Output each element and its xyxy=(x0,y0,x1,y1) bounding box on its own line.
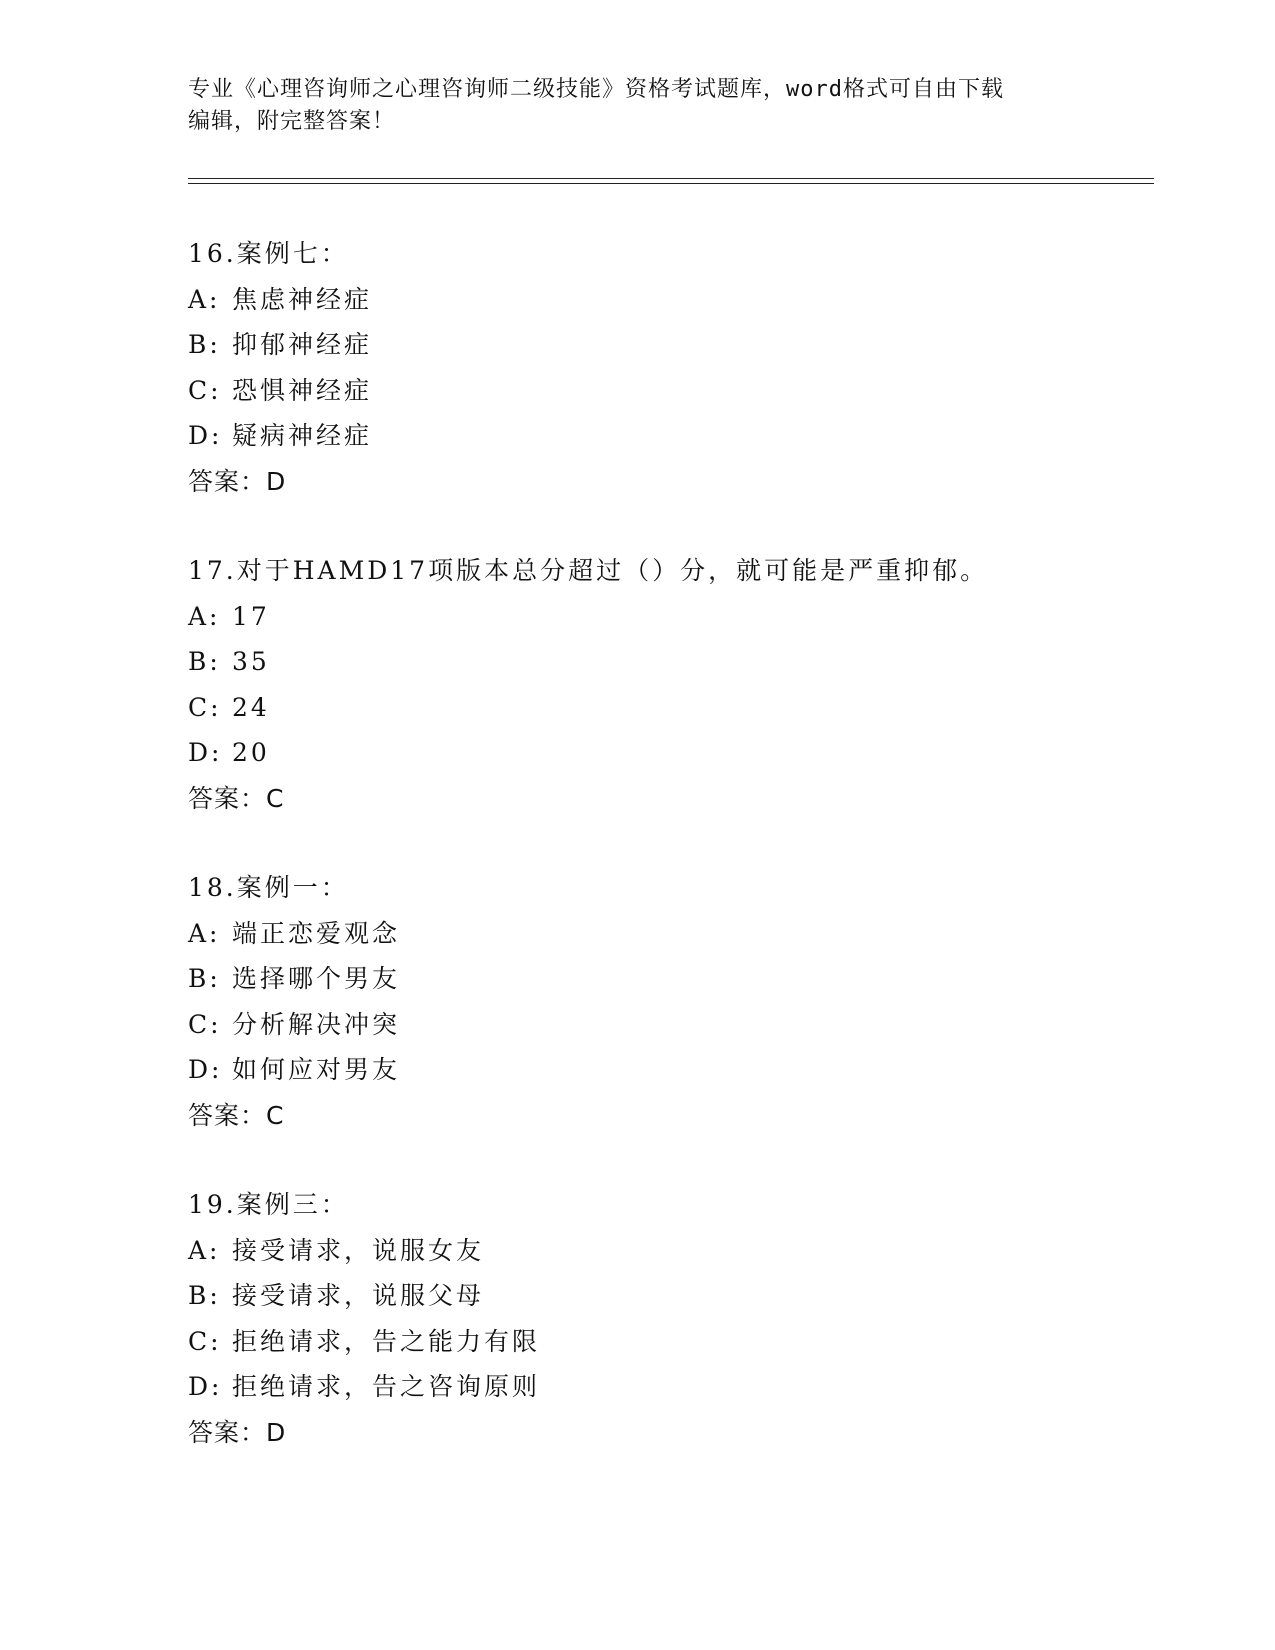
header-rule-top xyxy=(188,178,1154,179)
option-letter: C: xyxy=(188,1009,222,1039)
option-text: 拒绝请求，告之能力有限 xyxy=(232,1326,541,1356)
option-a xyxy=(188,911,1148,957)
option-d xyxy=(188,1047,1148,1093)
option-a xyxy=(188,594,1148,640)
answer-label: 答案：D xyxy=(188,1417,287,1447)
option-text: 恐惧神经症 xyxy=(232,375,373,405)
option-letter: D: xyxy=(188,421,223,450)
option-b xyxy=(188,1273,1148,1319)
option-letter: D: xyxy=(188,1372,223,1401)
header-rule-bottom xyxy=(188,183,1154,184)
option-text: 拒绝请求，告之咨询原则 xyxy=(232,1372,541,1401)
option-letter: D: xyxy=(188,1055,223,1084)
option-letter: A: xyxy=(188,284,221,314)
option-c xyxy=(188,1319,1148,1365)
option-c xyxy=(188,368,1148,414)
option-text: 抑郁神经症 xyxy=(232,330,373,359)
answer-label: 答案：C xyxy=(188,783,285,813)
option-text: 20 xyxy=(232,738,270,767)
option-b xyxy=(188,639,1148,685)
option-letter: C: xyxy=(188,375,222,405)
option-a xyxy=(188,277,1148,323)
option-letter: B: xyxy=(188,647,221,676)
option-b xyxy=(188,956,1148,1002)
header-line-1: 专业《心理咨询师之心理咨询师二级技能》资格考试题库，word格式可自由下载 xyxy=(188,77,1004,102)
question-stem: 16.案例七： xyxy=(188,239,349,268)
option-text: 17 xyxy=(232,601,270,631)
option-text: 选择哪个男友 xyxy=(232,964,401,993)
option-letter: A: xyxy=(188,601,221,631)
option-text: 端正恋爱观念 xyxy=(232,918,401,948)
option-d xyxy=(188,413,1148,459)
question-16 xyxy=(188,231,1148,504)
question-stem: 17.对于HAMD17项版本总分超过（）分，就可能是严重抑郁。 xyxy=(188,556,989,585)
option-text: 接受请求，说服父母 xyxy=(232,1281,485,1310)
option-b xyxy=(188,322,1148,368)
question-stem: 18.案例一： xyxy=(188,873,349,902)
option-text: 24 xyxy=(232,692,270,722)
option-letter: B: xyxy=(188,964,221,993)
option-text: 分析解决冲突 xyxy=(232,1009,401,1039)
option-c xyxy=(188,685,1148,731)
header-line-2: 编辑，附完整答案！ xyxy=(188,109,396,134)
option-text: 如何应对男友 xyxy=(232,1055,401,1084)
question-stem: 19.案例三： xyxy=(188,1190,349,1219)
option-text: 35 xyxy=(232,647,270,676)
option-d xyxy=(188,730,1148,776)
question-17 xyxy=(188,548,1148,821)
option-letter: C: xyxy=(188,692,222,722)
answer-label: 答案：D xyxy=(188,466,287,496)
option-text: 疑病神经症 xyxy=(232,421,373,450)
question-19 xyxy=(188,1182,1148,1455)
option-letter: C: xyxy=(188,1326,222,1356)
option-text: 接受请求，说服女友 xyxy=(232,1235,485,1265)
option-letter: A: xyxy=(188,1235,221,1265)
option-c xyxy=(188,1002,1148,1048)
option-letter: B: xyxy=(188,330,221,359)
answer-label: 答案：C xyxy=(188,1100,285,1130)
option-letter: D: xyxy=(188,738,223,767)
option-letter: B: xyxy=(188,1281,221,1310)
document-header xyxy=(188,74,1088,138)
option-text: 焦虑神经症 xyxy=(232,284,373,314)
question-18 xyxy=(188,865,1148,1138)
option-d xyxy=(188,1364,1148,1410)
option-letter: A: xyxy=(188,918,221,948)
option-a xyxy=(188,1228,1148,1274)
